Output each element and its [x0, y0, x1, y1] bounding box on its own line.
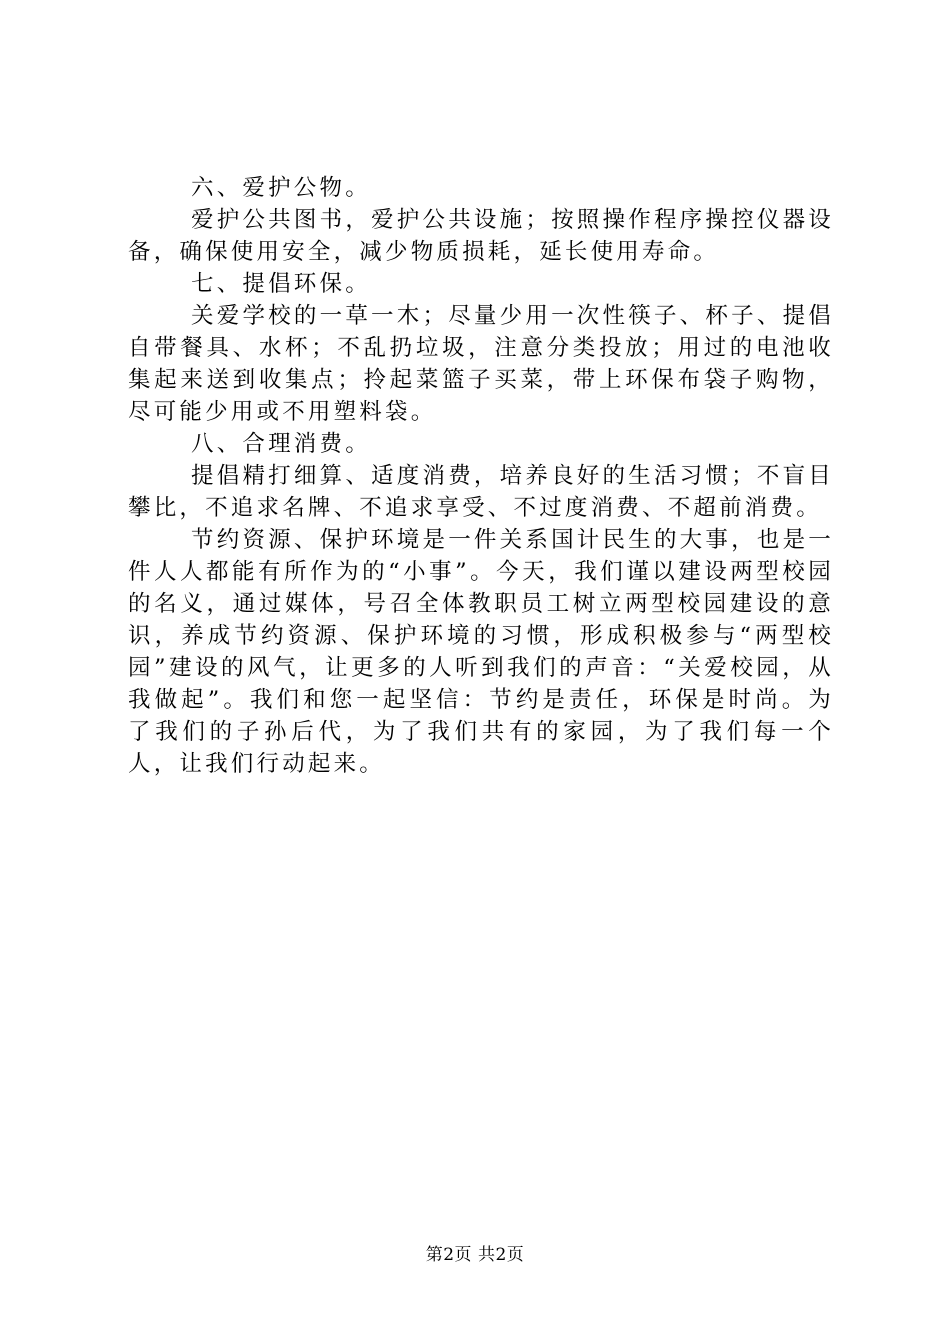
section-heading-7: 七、提倡环保。	[191, 271, 371, 297]
section-8-paragraph: 提倡精打细算、适度消费，培养良好的生活习惯；不盲目攀比，不追求名牌、不追求享受、不过度消费、不超前消费。	[128, 463, 834, 521]
page-number-footer: 第2页 共2页	[425, 1245, 525, 1265]
section-heading-8: 八、合理消费。	[191, 431, 371, 457]
document-body	[128, 172, 834, 780]
section-7-paragraph: 关爱学校的一草一木；尽量少用一次性筷子、杯子、提倡自带餐具、水杯；不乱扔垃圾，注意分类投放；用过的电池收集起来送到收集点；拎起菜篮子买菜，带上环保布袋子购物，尽可能少用或不用塑料袋。	[128, 303, 834, 425]
section-heading-6: 六、爱护公物。	[191, 175, 371, 201]
closing-paragraph: 节约资源、保护环境是一件关系国计民生的大事，也是一件人人都能有所作为的“小事”。今天，我们谨以建设两型校园的名义，通过媒体，号召全体教职员工树立两型校园建设的意识，养成节约资源、保护环境的习惯，形成积极参与“两型校园”建设的风气，让更多的人听到我们的声音：“关爱校园，从我做起”。我们和您一起坚信：节约是责任，环保是时尚。为了我们的子孙后代，为了我们共有的家园，为了我们每一个人，让我们行动起来。	[128, 527, 834, 777]
section-6-paragraph: 爱护公共图书，爱护公共设施；按照操作程序操控仪器设备，确保使用安全，减少物质损耗，延长使用寿命。	[128, 207, 834, 265]
